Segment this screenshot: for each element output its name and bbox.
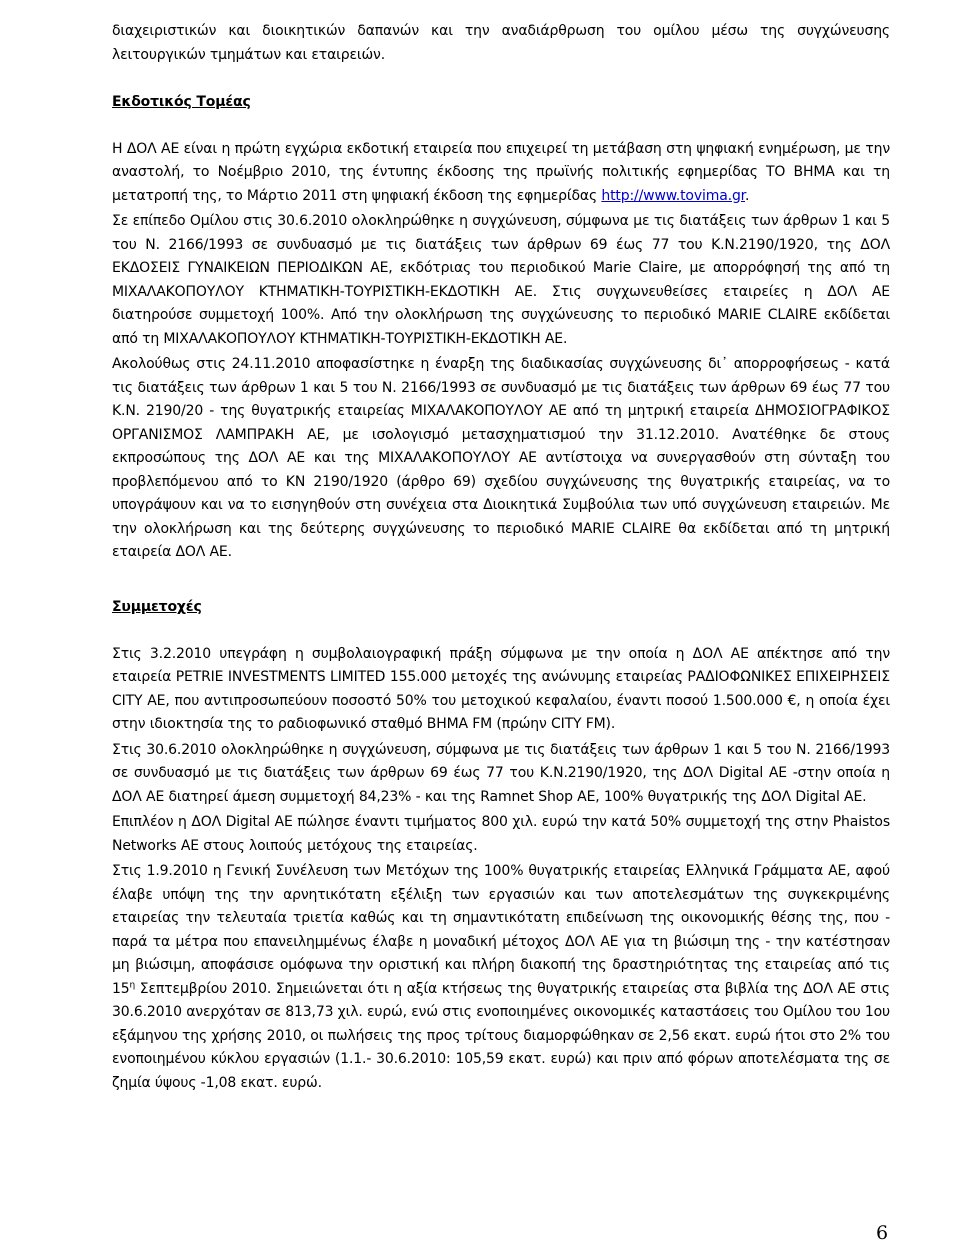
publishing-paragraph-1-end: .	[745, 187, 750, 204]
document-page	[112, 20, 890, 1095]
page-number: 6	[876, 1222, 889, 1244]
tovima-link[interactable]: http://www.tovima.gr	[601, 187, 746, 204]
holdings-paragraph-3: Επιπλέον η ΔΟΛ Digital AE πώλησε έναντι τιμήματος 800 χιλ. ευρώ την κατά 50% συμμετοχή της στην Phaistos Networks AE στους λοιπούς μετόχους της εταιρείας.	[112, 814, 890, 854]
publishing-paragraph-1	[112, 138, 890, 209]
holdings-paragraph-4	[112, 860, 890, 1095]
intro-paragraph: διαχειριστικών και διοικητικών δαπανών και την αναδιάρθρωση του ομίλου μέσω της συγχώνευσης λειτουργικών τμημάτων και εταιρειών.	[112, 23, 890, 63]
publishing-sector-heading: Εκδοτικός Τομέας	[112, 93, 251, 110]
holdings-paragraph-2: Στις 30.6.2010 ολοκληρώθηκε η συγχώνευση, σύμφωνα με τις διατάξεις των άρθρων 1 και 5 του Ν. 2166/1993 σε συνδυασμό με τις διατάξεις των άρθρων 69 έως 77 του Κ.Ν.2190/1920, της ΔΟΛ Digital AE -στην οποία η ΔΟΛ ΑΕ διατηρεί άμεση συμμετοχή 84,23% - και της Ramnet Shop AE, 100% θυγατρικής της ΔΟΛ Digital AE.	[112, 741, 890, 805]
publishing-paragraph-2: Σε επίπεδο Ομίλου στις 30.6.2010 ολοκληρώθηκε η συγχώνευση, σύμφωνα με τις διατάξεις των άρθρων 1 και 5 του Ν. 2166/1993 σε συνδυασμό με τις διατάξεις των άρθρων 69 έως 77 του Κ.Ν.2190/1920, της ΔΟΛ ΕΚΔΟΣΕΙΣ ΓΥΝΑΙΚΕΙΩΝ ΠΕΡΙΟΔΙΚΩΝ ΑΕ, εκδότριας του περιοδικού Marie Claire, με απορρόφησή της από τη ΜΙΧΑΛΑΚΟΠΟΥΛΟΥ ΚΤΗΜΑΤΙΚΗ-ΤΟΥΡΙΣΤΙΚΗ-ΕΚΔΟΤΙΚΗ ΑΕ. Στις συγχωνευθείσες εταιρείες η ΔΟΛ ΑΕ διατηρούσε συμμετοχή 100%. Από την ολοκλήρωση της συγχώνευσης το περιοδικό MARIE CLAIRE εκδίδεται από τη ΜΙΧΑΛΑΚΟΠΟΥΛΟΥ ΚΤΗΜΑΤΙΚΗ-ΤΟΥΡΙΣΤΙΚΗ-ΕΚΔΟΤΙΚΗ ΑΕ.	[112, 213, 890, 347]
holdings-paragraph-4-sup: η	[129, 979, 136, 990]
holdings-paragraph-4-a: Στις 1.9.2010 η Γενική Συνέλευση των Μετόχων της 100% θυγατρικής εταιρείας Ελληνικά Γράμματα ΑΕ, αφού έλαβε υπόψη της την αρνητικότατη εξέλιξη των εργασιών και των αποτελεσμάτων της συγκεκριμένης εταιρείας την τελευταία τριετία καθώς και τη σημαντικότατη επιδείνωση της οικονομικής θέσης της, που - παρά τα μέτρα που επανειλημμένως έλαβε η μοναδική μέτοχος ΔΟΛ ΑΕ για τη βιώσιμη της - την κατέστησαν μη βιώσιμη, αποφάσισε ομόφωνα την οριστική και πλήρη διακοπή της δραστηριότητας της εταιρείας από τις 15	[112, 863, 890, 997]
holdings-paragraph-4-b: Σεπτεμβρίου 2010. Σημειώνεται ότι η αξία κτήσεως της θυγατρικής εταιρείας στα βιβλία της ΔΟΛ ΑΕ στις 30.6.2010 ανερχόταν σε 813,73 χιλ. ευρώ, ενώ στις ενοποιημένες οικονομικές καταστάσεις του Ομίλου του 1ου εξάμηνου της χρήσης 2010, οι πωλήσεις της προς τρίτους διαμορφώθηκαν σε 2,56 εκατ. ευρώ ήτοι στο 2% του ενοποιημένου κύκλου εργασιών (1.1.- 30.6.2010: 105,59 εκατ. ευρώ) και πριν από φόρων αποτελέσματα της σε ζημία ύψους -1,08 εκατ. ευρώ.	[112, 980, 890, 1091]
holdings-heading: Συμμετοχές	[112, 598, 202, 615]
publishing-paragraph-1-text: Η ΔΟΛ ΑΕ είναι η πρώτη εγχώρια εκδοτική εταιρεία που επιχειρεί τη μετάβαση στη ψηφιακή ενημέρωση, με την αναστολή, το Νοέμβριο 2010, της έντυπης έκδοσης της πρωϊνής πολιτικής εφημερίδας ΤΟ ΒΗΜΑ και τη μετατροπή της, το Μάρτιο 2011 στη ψηφιακή έκδοση της εφημερίδας	[112, 140, 890, 204]
publishing-paragraph-3: Ακολούθως στις 24.11.2010 αποφασίστηκε η έναρξη της διαδικασίας συγχώνευσης δι᾽ απορροφήσεως - κατά τις διατάξεις των άρθρων 1 και 5 του Ν. 2166/1993 σε συνδυασμό με τις διατάξεις των άρθρων 69 έως 77 του Κ.Ν. 2190/20 - της θυγατρικής εταιρείας ΜΙΧΑΛΑΚΟΠΟΥΛΟΥ ΑΕ από τη μητρική εταιρεία ΔΗΜΟΣΙΟΓΡΑΦΙΚΟΣ ΟΡΓΑΝΙΣΜΟΣ ΛΑΜΠΡΑΚΗ ΑΕ, με ισολογισμό μετασχηματισμού την 31.12.2010. Ανατέθηκε δε στους εκπροσώπους της ΔΟΛ ΑΕ και της ΜΙΧΑΛΑΚΟΠΟΥΛΟΥ ΑΕ αντίστοιχα να συνεργασθούν στη σύνταξη του προβλεπόμενου από το ΚΝ 2190/1920 (άρθρο 69) σχεδίου συγχώνευσης της θυγατρικής εταιρείας, να το υπογράψουν και να το εισηγηθούν στη συνέχεια στα Διοικητικά Συμβούλια των υπό συγχώνευση εταιρειών. Με την ολοκλήρωση και της δεύτερης συγχώνευσης το περιοδικό MARIE CLAIRE θα εκδίδεται από τη μητρική εταιρεία ΔΟΛ ΑΕ.	[112, 356, 890, 560]
holdings-paragraph-1: Στις 3.2.2010 υπεγράφη η συμβολαιογραφική πράξη σύμφωνα με την οποία η ΔΟΛ ΑΕ απέκτησε από την εταιρεία PETRIE INVESTMENTS LIMITED 155.000 μετοχές της ανώνυμης εταιρείας ΡΑΔΙΟΦΩΝΙΚΕΣ ΕΠΙΧΕΙΡΗΣΕΙΣ CITY AE, που αντιπροσωπεύουν ποσοστό 50% του μετοχικού κεφαλαίου, έναντι ποσού 1.500.000 €, η οποία έχει στην ιδιοκτησία της το ραδιοφωνικό σταθμό ΒΗΜΑ FM (πρώην CITY FM).	[112, 645, 890, 732]
